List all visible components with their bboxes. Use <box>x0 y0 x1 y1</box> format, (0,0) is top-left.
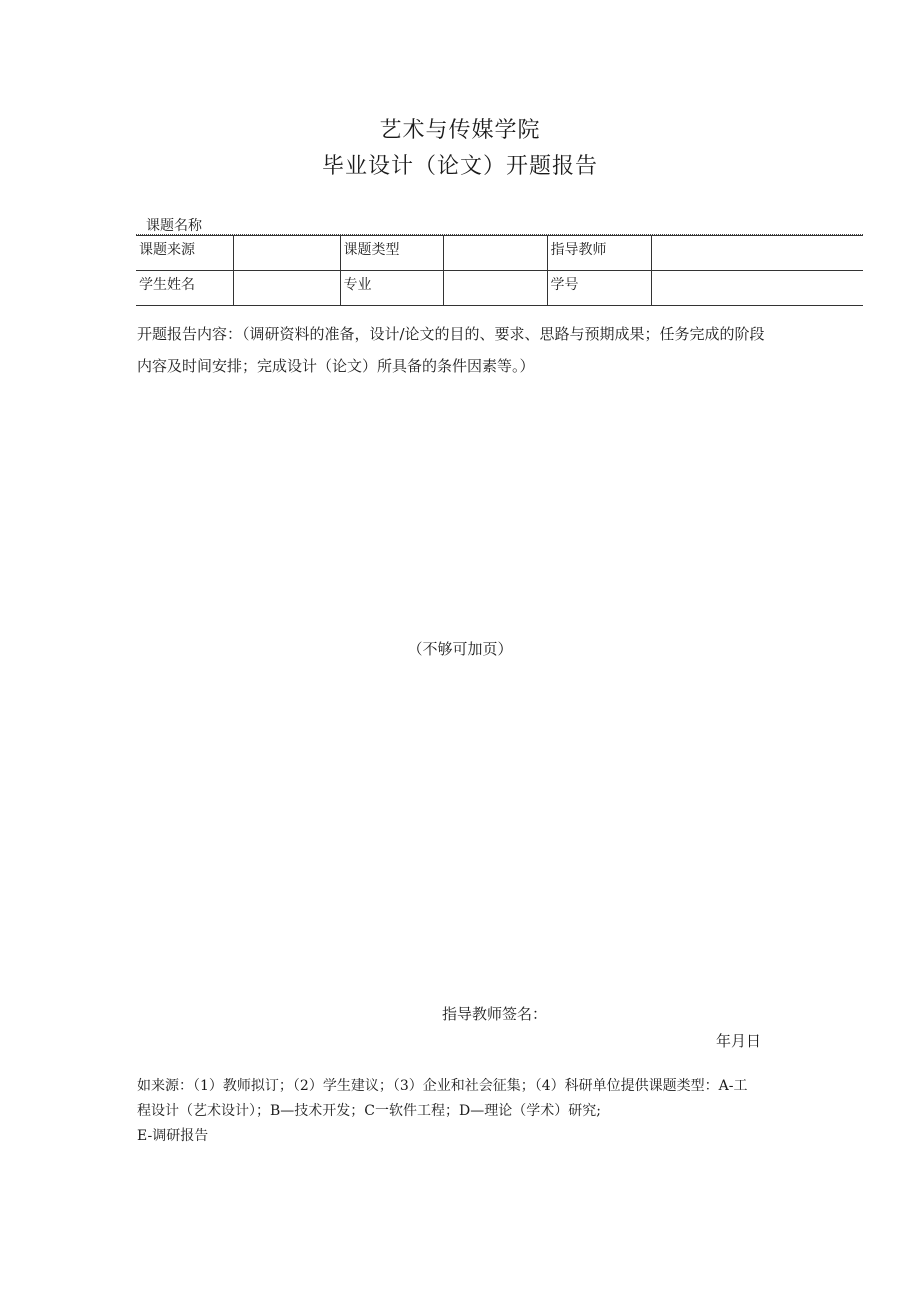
table-row <box>136 236 863 271</box>
advisor-field[interactable] <box>651 236 863 271</box>
content-instruction-line: 开题报告内容：（调研资料的准备，设计/论文的目的、要求、思路与预期成果；任务完成的阶段 <box>137 325 765 343</box>
type-field[interactable] <box>443 236 547 271</box>
student-id-field[interactable] <box>651 271 863 306</box>
institution-title: 艺术与传媒学院 <box>379 118 541 143</box>
major-label: 专业 <box>340 271 443 306</box>
footnote-line: 程设计（艺术设计）；B—技术开发；C一软件工程；D—理论（学术）研究; <box>137 1103 601 1119</box>
report-title: 毕业设计（论文）开题报告 <box>321 154 598 179</box>
course-name-label: 课题名称 <box>146 218 202 234</box>
more-pages-note: （不够可加页） <box>407 640 513 658</box>
date-label: 年月日 <box>716 1032 762 1050</box>
advisor-signature-label: 指导教师签名： <box>442 1005 548 1023</box>
footnotes <box>137 1074 862 1149</box>
info-table <box>136 235 863 306</box>
content-instruction <box>137 318 865 382</box>
content-instruction-line: 内容及时间安排；完成设计（论文）所具备的条件因素等。） <box>137 357 535 375</box>
footnote-line: 如来源：（1）教师拟订；（2）学生建议；（3）企业和社会征集；（4）科研单位提供课题类型：A-工 <box>137 1078 748 1094</box>
student-name-field[interactable] <box>233 271 340 306</box>
source-field[interactable] <box>233 236 340 271</box>
student-name-label: 学生姓名 <box>136 271 233 306</box>
major-field[interactable] <box>443 271 547 306</box>
footnote-line: E-调研报告 <box>137 1128 209 1144</box>
type-label: 课题类型 <box>340 236 443 271</box>
source-label: 课题来源 <box>136 236 233 271</box>
student-id-label: 学号 <box>547 271 651 306</box>
advisor-label: 指导教师 <box>547 236 651 271</box>
table-row <box>136 271 863 306</box>
